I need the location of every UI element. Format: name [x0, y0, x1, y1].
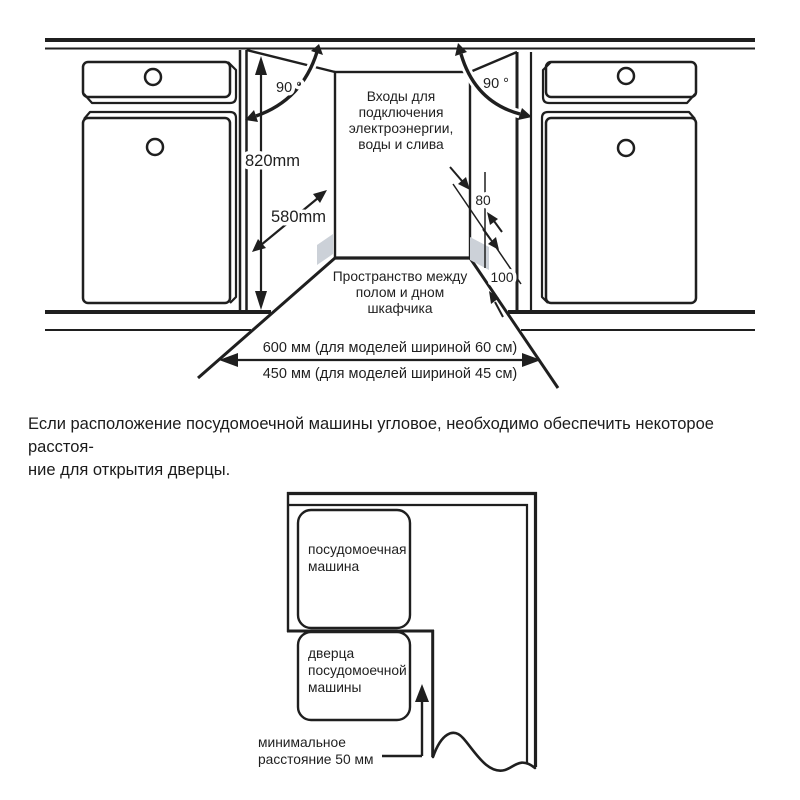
- right-cabinet: [517, 52, 696, 311]
- note-line-2: ние для открытия дверцы.: [28, 461, 231, 479]
- svg-text:электроэнергии,: электроэнергии,: [348, 121, 454, 136]
- svg-text:машины: машины: [308, 680, 362, 695]
- right-cabinet-drawer: [543, 62, 696, 103]
- svg-text:шкафчика: шкафчика: [367, 301, 433, 316]
- right-cabinet-door: [542, 112, 696, 303]
- corner-placement-note: [28, 413, 776, 482]
- wall-break-wave: [433, 733, 535, 771]
- floor-space-note: [333, 269, 468, 316]
- min-distance-label-line-2: расстояние 50 мм: [258, 752, 374, 767]
- niche-depth-dimension: [252, 190, 327, 252]
- inlet-offset-bottom-label: 100: [490, 270, 514, 285]
- drawer-knob: [145, 69, 161, 85]
- svg-text:полом и дном: полом и дном: [355, 285, 445, 300]
- door-knob: [147, 139, 163, 155]
- dishwasher-door-box: [298, 632, 410, 720]
- inlet-offset-top-label: 80: [475, 193, 491, 208]
- svg-text:дверца: дверца: [308, 646, 355, 661]
- svg-text:машина: машина: [308, 559, 360, 574]
- svg-text:воды и слива: воды и слива: [358, 137, 444, 152]
- note-line-1: Если расположение посудомоечной машины угловое, необходимо обеспечить некоторое расстоя-: [28, 415, 714, 456]
- angle-right-label: 90 °: [483, 76, 509, 92]
- width-600-label: 600 мм (для моделей шириной 60 см): [262, 340, 518, 356]
- svg-text:подключения: подключения: [358, 105, 444, 120]
- angle-annotation-left: [245, 44, 323, 122]
- drawer-knob: [618, 68, 634, 84]
- width-450-label: 450 мм (для моделей шириной 45 см): [262, 366, 518, 382]
- min-distance-annotation: [258, 684, 429, 767]
- angle-left-label: 90 °: [276, 80, 302, 96]
- countertop-lines: [45, 40, 755, 49]
- svg-text:Входы для: Входы для: [366, 89, 436, 104]
- niche-width-dimension: [219, 340, 541, 382]
- angle-annotation-right: [455, 43, 532, 120]
- inlet-position-dimensions: [450, 167, 514, 317]
- left-cabinet-door: [83, 112, 236, 303]
- svg-text:посудомоечная: посудомоечная: [308, 542, 407, 557]
- niche-height-label: 820mm: [245, 152, 301, 170]
- svg-text:Пространство между: Пространство между: [332, 269, 468, 284]
- right-inlet-opening: [470, 237, 489, 270]
- left-cabinet: [83, 50, 247, 311]
- svg-text:посудомоечной: посудомоечной: [308, 663, 407, 678]
- inlet-note: [349, 89, 454, 152]
- dishwasher-box: [298, 510, 410, 628]
- door-knob: [618, 140, 634, 156]
- left-cabinet-drawer: [83, 62, 236, 103]
- niche-depth-label: 580mm: [271, 208, 327, 226]
- min-distance-label-line-1: минимальное: [258, 735, 346, 750]
- corner-placement-diagram: [0, 480, 800, 800]
